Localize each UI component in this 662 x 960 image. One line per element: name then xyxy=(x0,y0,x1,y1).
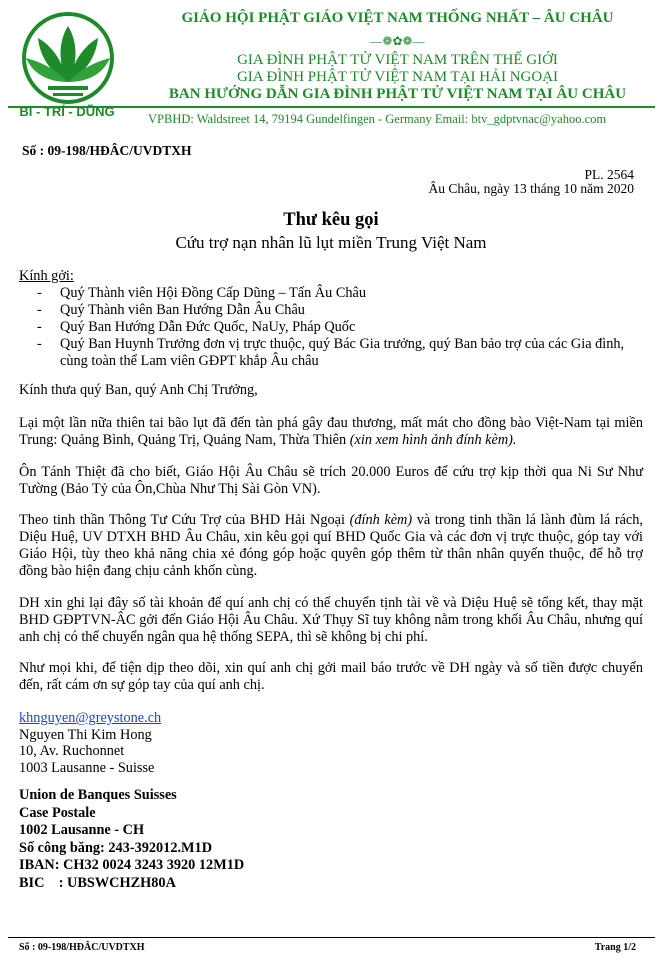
greeting: Kính thưa quý Ban, quý Anh Chị Trưởng, xyxy=(19,382,258,398)
pl-year: PL. 2564 xyxy=(584,167,634,182)
letter-title: Thư kêu gọi xyxy=(283,210,379,230)
org-line-3: GIA ĐÌNH PHẬT TỬ VIỆT NAM TẠI HẢI NGOẠI xyxy=(236,69,559,85)
contact-email-link[interactable]: khnguyen@greystone.ch xyxy=(19,710,162,726)
footer-rule xyxy=(8,937,655,938)
paragraph-1-text: Lại một lần nữa thiên tai bão lụt đã đến tàn phá gây đau thương, mất mát cho đồng bào Việt-Nam tại miền Trung: Quảng Bình, Quảng Trị, Quảng Nam, Thừa Thiên xyxy=(19,415,643,448)
paragraph-3-text-b: và trong tinh thần lá lành đùm lá rách, Diệu Huệ, UV DTXH BHD Âu Châu, xin kêu gọi quí BHD Quốc Gia và các đơn vị trực thuộc, góp tay với Giáo Hội, tùy theo khả năng chia xẻ đóng góp hoặc quyên góp thêm từ thân nhân quyến thuộc, để hỗ trợ đồng bào hiện đang chịu cảnh khốn cùng. xyxy=(19,512,643,579)
letter-date: Âu Châu, ngày 13 tháng 10 năm 2020 xyxy=(428,181,634,196)
org-line-4: BAN HƯỚNG DẪN GIA ĐÌNH PHẬT TỬ VIỆT NAM TẠI ÂU CHÂU xyxy=(168,86,627,102)
recipient-text: Quý Thành viên Ban Hướng Dẫn Âu Châu xyxy=(60,302,305,318)
recipients-heading: Kính gởi: xyxy=(19,268,74,284)
logo-motto: BI - TRÍ - DŨNG xyxy=(19,104,115,119)
footer-reference: Số : 09-198/HĐÂC/UVDTXH xyxy=(19,942,145,953)
header-address: VPBHD: Waldstreet 14, 79194 Gundelfingen - Germany Email: btv_gdptvnac@yahoo.com xyxy=(148,112,607,126)
recipient-text: Quý Ban Hướng Dẫn Đức Quốc, NaUy, Pháp Quốc xyxy=(60,319,356,335)
paragraph-3-text-a: Theo tinh thần Thông Tư Cứu Trợ của BHD Hải Ngoại xyxy=(19,512,350,528)
bank-line: IBAN: CH32 0024 3243 3920 12M1D xyxy=(19,857,245,873)
paragraph-3 xyxy=(19,512,643,580)
paragraph-2: Ôn Tánh Thiệt đã cho biết, Giáo Hội Âu Châu sẽ trích 20.000 Euros để cứu trợ kịp thời qua Ni Sư Như Tường (Bảo Tỷ của Ôn,Chùa Như Thị Sài Gòn VN). xyxy=(19,464,643,497)
bank-line: BIC : UBSWCHZH80A xyxy=(19,874,176,891)
contact-block xyxy=(19,710,643,776)
bank-line: 1002 Lausanne - CH xyxy=(19,822,145,838)
header-rule xyxy=(8,106,655,108)
list-item: - Quý Ban Huynh Trưởng đơn vị trực thuộc, quý Bác Gia trưởng, quý Ban bảo trợ của các Gia đình, cùng toàn thể Lam viên GĐPT khắp Âu châu xyxy=(37,336,625,369)
list-item: - Quý Ban Hướng Dẫn Đức Quốc, NaUy, Pháp Quốc xyxy=(37,319,356,335)
paragraph-5: Như mọi khi, để tiện dịp theo dõi, xin quí anh chị gởi mail báo trước về DH ngày và số tiền được chuyển đến, rất cám ơn sự góp tay của quí anh chị. xyxy=(19,660,643,693)
contact-street: 10, Av. Ruchonnet xyxy=(19,743,125,759)
paragraph-1-italic: (xin xem hình ảnh đính kèm). xyxy=(349,432,517,448)
bank-details xyxy=(19,787,244,892)
recipients-list xyxy=(0,285,640,370)
list-item: - Quý Thành viên Ban Hướng Dẫn Âu Châu xyxy=(37,302,305,318)
contact-city: 1003 Lausanne - Suisse xyxy=(19,759,155,776)
bank-line: Case Postale xyxy=(19,804,96,821)
contact-name: Nguyen Thi Kim Hong xyxy=(19,726,152,743)
paragraph-3-italic: (đính kèm) xyxy=(349,512,413,528)
recipient-text: Quý Thành viên Hội Đồng Cấp Dũng – Tấn Âu Châu xyxy=(60,285,367,301)
bank-line: Số công băng: 243-392012.M1D xyxy=(19,839,213,856)
org-line-1: GIÁO HỘI PHẬT GIÁO VIỆT NAM THỐNG NHẤT – ÂU CHÂU xyxy=(181,10,614,26)
recipient-text: Quý Ban Huynh Trưởng đơn vị trực thuộc, quý Bác Gia trưởng, quý Ban bảo trợ của các Gia đình, cùng toàn thể Lam viên GĐPT khắp Âu châu xyxy=(60,336,625,369)
ornament-divider: —❁✿❁— xyxy=(370,34,425,48)
bank-line: Union de Banques Suisses xyxy=(19,787,177,803)
paragraph-1 xyxy=(19,415,643,449)
paragraph-4: DH xin ghi lại đây số tài khoản để quí anh chị có thể chuyển tịnh tài về và Diệu Huệ sẽ tổng kết, thay mặt BHD GĐPTVN-ÂC gởi đến Giáo Hội Âu Châu. Xứ Thụy Sĩ tuy không nằm trong khối Âu Châu, nhưng quí anh chị có thể chuyển ngân qua hệ thống SEPA, thì sẽ không bị chi phí. xyxy=(19,595,643,645)
reference-number: Số : 09-198/HĐÂC/UVDTXH xyxy=(22,143,192,158)
org-line-2: GIA ĐÌNH PHẬT TỬ VIỆT NAM TRÊN THẾ GIỚI xyxy=(237,52,558,68)
list-item: - Quý Thành viên Hội Đồng Cấp Dũng – Tấn Âu Châu xyxy=(37,285,367,301)
letter-subtitle: Cứu trợ nạn nhân lũ lụt miền Trung Việt Nam xyxy=(175,233,487,252)
page-number: Trang 1/2 xyxy=(594,942,636,953)
